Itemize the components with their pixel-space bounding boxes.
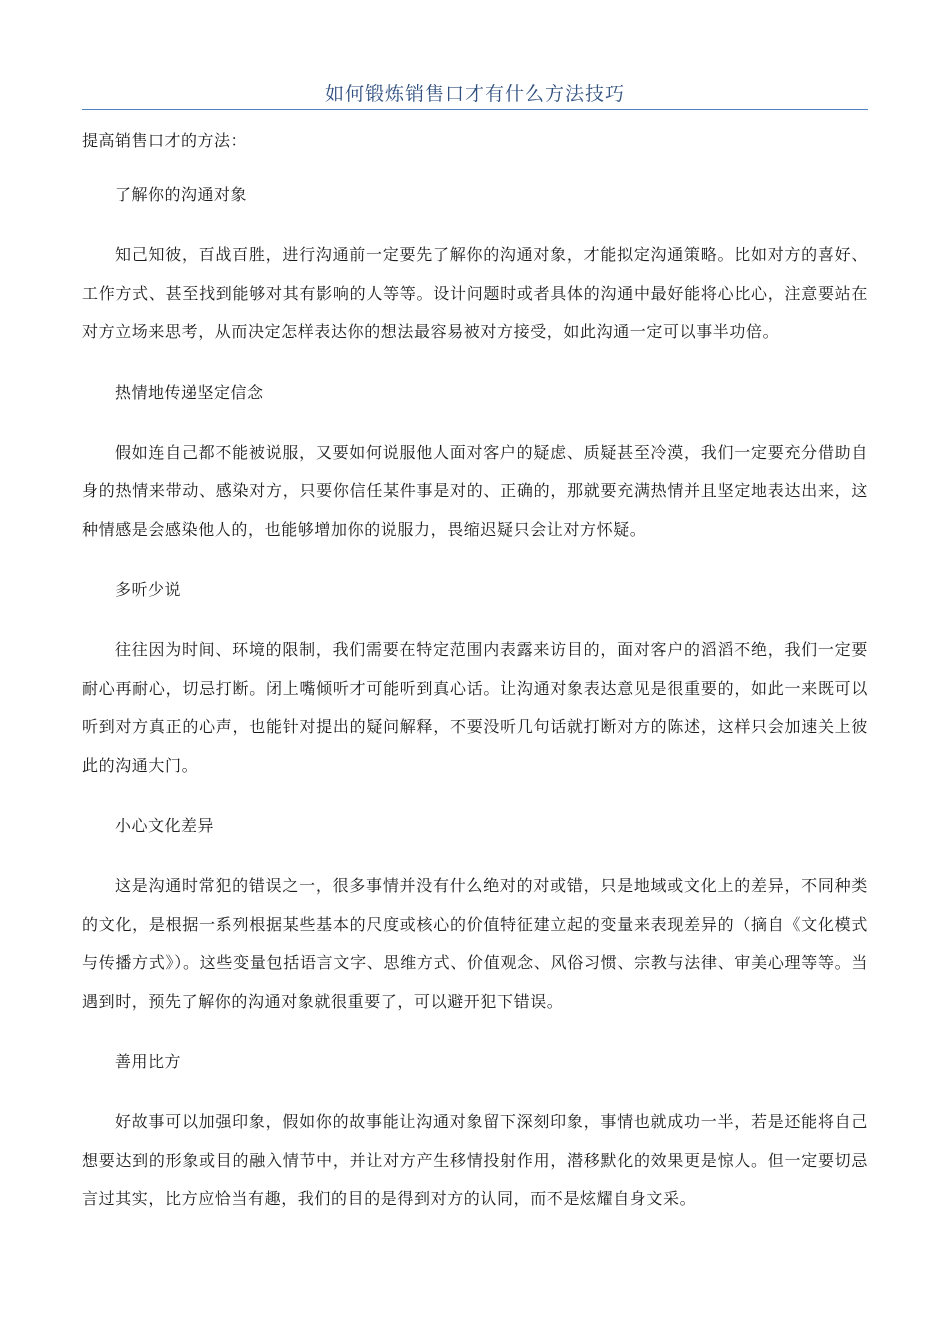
- document-page: [82, 80, 868, 1219]
- section-3: [82, 577, 868, 785]
- section-2: [82, 380, 868, 550]
- title-underline: [82, 109, 868, 110]
- section-paragraph: 假如连自己都不能被说服，又要如何说服他人面对客户的疑虑、质疑甚至冷漠，我们一定要充分借助自身的热情来带动、感染对方，只要你信任某件事是对的、正确的，那就要充满热情并且坚定地表达出来，这种情感是会感染他人的，也能够增加你的说服力，畏缩迟疑只会让对方怀疑。: [82, 442, 868, 539]
- section-paragraph: 这是沟通时常犯的错误之一，很多事情并没有什么绝对的对或错，只是地域或文化上的差异，不同种类的文化，是根据一系列根据某些基本的尺度或核心的价值特征建立起的变量来表现差异的（摘自《文化模式与传播方式》）。这些变量包括语言文字、思维方式、价值观念、风俗习惯、宗教与法律、审美心理等等。当遇到时，预先了解你的沟通对象就很重要了，可以避开犯下错误。: [82, 876, 868, 1011]
- section-1: [82, 182, 868, 352]
- section-heading: 了解你的沟通对象: [115, 185, 248, 204]
- section-paragraph: 往往因为时间、环境的限制，我们需要在特定范围内表露来访目的，面对客户的滔滔不绝，我们一定要耐心再耐心，切忌打断。闭上嘴倾听才可能听到真心话。让沟通对象表达意见是很重要的，如此一来既可以听到对方真正的心声，也能针对提出的疑问解释，不要没听几句话就打断对方的陈述，这样只会加速关上彼此的沟通大门。: [82, 640, 868, 775]
- section-5: [82, 1049, 868, 1219]
- section-4: [82, 813, 868, 1021]
- section-paragraph: 知己知彼，百战百胜，进行沟通前一定要先了解你的沟通对象，才能拟定沟通策略。比如对方的喜好、工作方式、甚至找到能够对其有影响的人等等。设计问题时或者具体的沟通中最好能将心比心，注意要站在对方立场来思考，从而决定怎样表达你的想法最容易被对方接受，如此沟通一定可以事半功倍。: [82, 245, 868, 341]
- intro-line: 提高销售口才的方法：: [82, 131, 248, 150]
- section-heading: 小心文化差异: [115, 816, 215, 835]
- section-heading: 善用比方: [115, 1052, 182, 1071]
- section-heading: 热情地传递坚定信念: [115, 382, 264, 402]
- section-heading: 多听少说: [115, 580, 182, 599]
- section-paragraph: 好故事可以加强印象，假如你的故事能让沟通对象留下深刻印象，事情也就成功一半，若是还能将自己想要达到的形象或目的融入情节中，并让对方产生移情投射作用，潜移默化的效果更是惊人。但一定要切忌言过其实，比方应恰当有趣，我们的目的是得到对方的认同，而不是炫耀自身文采。: [82, 1112, 868, 1208]
- document-title: 如何锻炼销售口才有什么方法技巧: [324, 83, 625, 105]
